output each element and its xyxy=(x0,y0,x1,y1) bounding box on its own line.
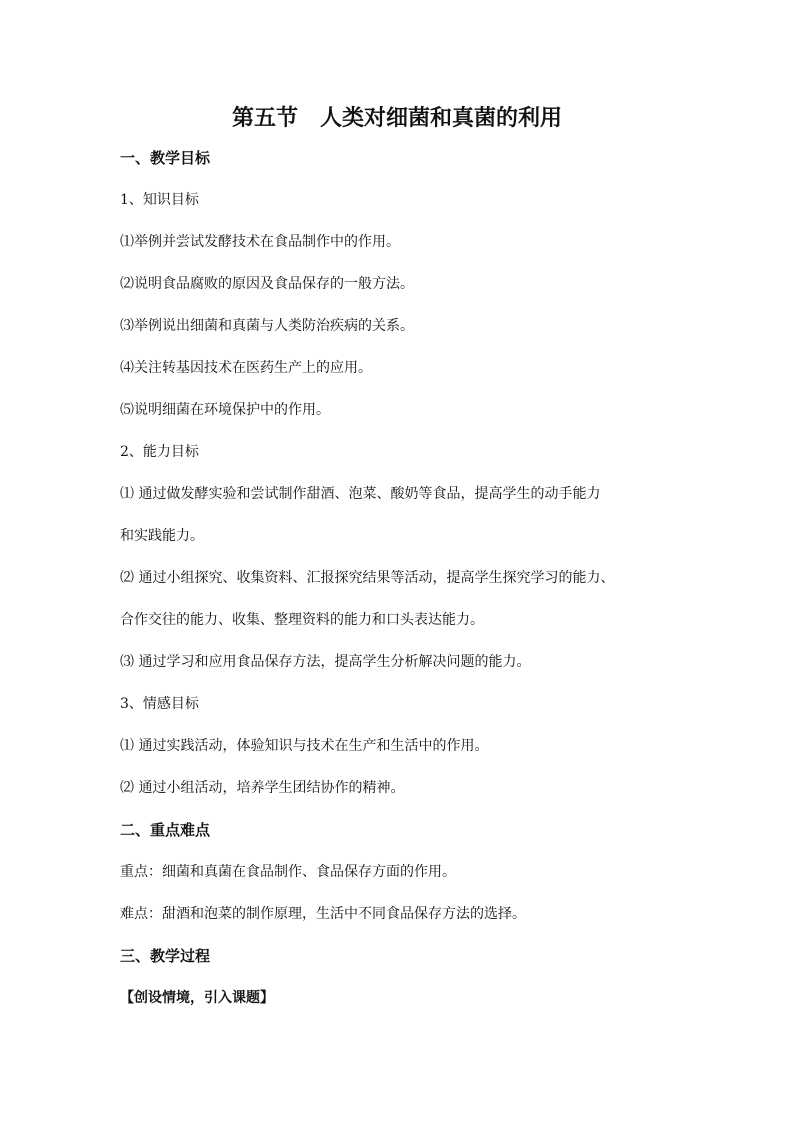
key-point: 重点：细菌和真菌在食品制作、食品保存方面的作用。 xyxy=(120,864,456,880)
section-heading-key-points: 二、重点难点 xyxy=(120,821,211,839)
document-title: 第五节 人类对细菌和真菌的利用 xyxy=(231,105,562,131)
ability-goal-2-line-1: ⑵ 通过小组探究、收集资料、汇报探究结果等活动，提高学生探究学习的能力、 xyxy=(120,570,615,586)
ability-goal-1-line-2: 和实践能力。 xyxy=(120,528,204,544)
ability-goal-1-line-1: ⑴ 通过做发酵实验和尝试制作甜酒、泡菜、酸奶等食品，提高学生的动手能力 xyxy=(120,486,601,502)
ability-goal-3: ⑶ 通过学习和应用食品保存方法，提高学生分析解决问题的能力。 xyxy=(120,654,531,670)
ability-goal-2-line-2: 合作交往的能力、收集、整理资料的能力和口头表达能力。 xyxy=(120,612,484,628)
knowledge-goal-3: ⑶举例说出细菌和真菌与人类防治疾病的关系。 xyxy=(120,318,414,334)
subheading-ability-goals: 2、能力目标 xyxy=(120,444,199,460)
subheading-emotion-goals: 3、情感目标 xyxy=(120,696,199,712)
knowledge-goal-4: ⑷关注转基因技术在医药生产上的应用。 xyxy=(120,360,372,376)
knowledge-goal-5: ⑸说明细菌在环境保护中的作用。 xyxy=(120,402,330,418)
emotion-goal-2: ⑵ 通过小组活动，培养学生团结协作的精神。 xyxy=(120,780,405,796)
knowledge-goal-1: ⑴举例并尝试发酵技术在食品制作中的作用。 xyxy=(120,234,400,250)
section-heading-teaching-process: 三、教学过程 xyxy=(120,947,211,965)
process-step-intro: 【创设情境，引入课题】 xyxy=(120,990,274,1006)
knowledge-goal-2: ⑵说明食品腐败的原因及食品保存的一般方法。 xyxy=(120,276,414,292)
subheading-knowledge-goals: 1、知识目标 xyxy=(120,192,199,208)
difficult-point: 难点：甜酒和泡菜的制作原理，生活中不同食品保存方法的选择。 xyxy=(120,906,526,922)
emotion-goal-1: ⑴ 通过实践活动，体验知识与技术在生产和生活中的作用。 xyxy=(120,738,489,754)
section-heading-teaching-goals: 一、教学目标 xyxy=(120,149,211,167)
